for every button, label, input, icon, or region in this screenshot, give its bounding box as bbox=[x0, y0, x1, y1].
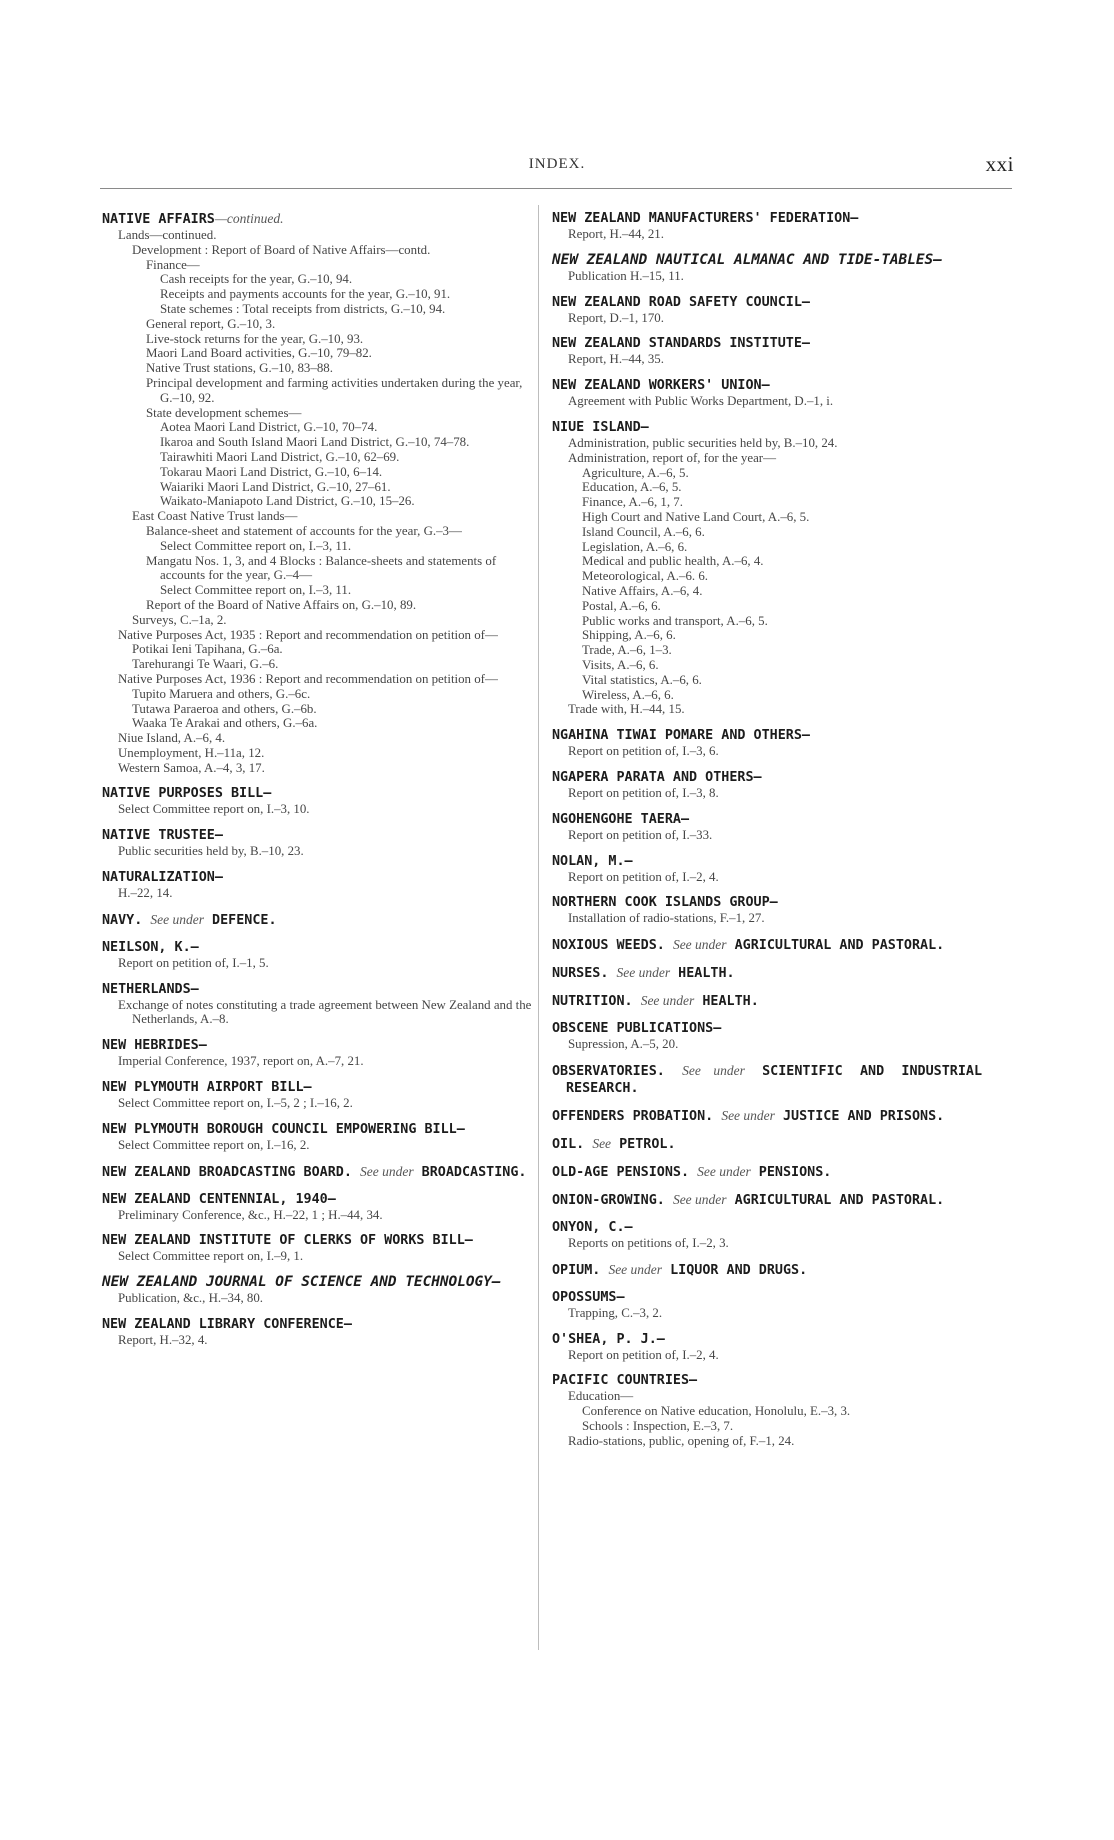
entry-heading bbox=[102, 1079, 532, 1096]
index-subentry: Report on petition of, I.–3, 6. bbox=[568, 744, 719, 759]
index-entry bbox=[552, 769, 982, 801]
entry-heading-text: NUTRITION. bbox=[552, 994, 633, 1010]
see-reference: See under bbox=[150, 911, 204, 927]
entry-heading-text: NGOHENGOHE TAERA— bbox=[552, 811, 690, 827]
index-subentry: Tairawhiti Maori Land District, G.–10, 62–69. bbox=[160, 449, 400, 464]
entry-heading-text: NEW ZEALAND ROAD SAFETY COUNCIL— bbox=[552, 294, 810, 310]
index-subentry: Report, D.–1, 170. bbox=[568, 310, 664, 325]
index-entry bbox=[102, 1232, 532, 1264]
entry-heading-text: NEW ZEALAND MANUFACTURERS' FEDERATION— bbox=[552, 211, 859, 226]
index-entry bbox=[552, 1289, 982, 1321]
index-subentry: Native Affairs, A.–6, 4. bbox=[582, 583, 703, 598]
right-column bbox=[552, 210, 982, 1458]
index-subentry: Select Committee report on, I.–3, 10. bbox=[118, 802, 310, 817]
see-reference: See under bbox=[672, 937, 727, 953]
index-subentry: Installation of radio-stations, F.–1, 27. bbox=[568, 911, 765, 926]
index-subentry: Select Committee report on, I.–3, 11. bbox=[160, 583, 352, 598]
index-subentry: Report on petition of, I.–2, 4. bbox=[568, 1347, 719, 1362]
see-target: AGRICULTURAL AND PASTORAL. bbox=[734, 1192, 945, 1208]
entry-heading-text: NGAPERA PARATA AND OTHERS— bbox=[552, 769, 762, 785]
index-subentry: Medical and public health, A.–6, 4. bbox=[582, 554, 764, 569]
index-entry bbox=[552, 1219, 982, 1251]
index-subentry: Report on petition of, I.–33. bbox=[568, 827, 713, 842]
entry-heading bbox=[102, 1274, 532, 1291]
index-subentry: Preliminary Conference, &c., H.–22, 1 ; H.–44, 34. bbox=[118, 1207, 383, 1222]
entry-heading-text: NEW ZEALAND INSTITUTE OF CLERKS OF WORKS BILL— bbox=[102, 1233, 473, 1249]
index-subentry: Trade with, H.–44, 15. bbox=[568, 702, 685, 717]
index-subentry: Education— bbox=[568, 1389, 634, 1404]
index-entry bbox=[552, 811, 982, 843]
index-entry bbox=[552, 335, 982, 367]
index-entry bbox=[552, 419, 982, 717]
index-subentry: Reports on petitions of, I.–2, 3. bbox=[568, 1235, 729, 1250]
entry-heading-text: NATIVE PURPOSES BILL— bbox=[102, 786, 272, 802]
entry-heading-text: NEW ZEALAND LIBRARY CONFERENCE— bbox=[102, 1317, 352, 1333]
index-entry bbox=[102, 981, 532, 1028]
entry-heading bbox=[102, 1037, 532, 1054]
index-subentry: Legislation, A.–6, 6. bbox=[582, 539, 688, 554]
index-subentry: Aotea Maori Land District, G.–10, 70–74. bbox=[160, 420, 378, 435]
index-subentry: Western Samoa, A.–4, 3, 17. bbox=[118, 760, 265, 775]
entry-heading bbox=[102, 1191, 532, 1208]
index-subentry: Public works and transport, A.–6, 5. bbox=[582, 613, 768, 628]
index-subentry: Native Purposes Act, 1936 : Report and recommendation on petition of— bbox=[118, 671, 498, 686]
entry-heading bbox=[552, 769, 982, 786]
index-entry bbox=[552, 1107, 982, 1125]
index-subentry: Report on petition of, I.–2, 4. bbox=[568, 869, 719, 884]
entry-heading-text: NEW PLYMOUTH BOROUGH COUNCIL EMPOWERING BILL— bbox=[102, 1121, 465, 1137]
index-entry bbox=[102, 1079, 532, 1111]
index-subentry: Shipping, A.–6, 6. bbox=[582, 628, 676, 643]
entry-heading-text: NEW HEBRIDES— bbox=[102, 1038, 207, 1054]
see-target: PETROL. bbox=[619, 1136, 676, 1152]
index-entry bbox=[102, 785, 532, 817]
header-rule bbox=[100, 188, 1012, 189]
index-subentry: Select Committee report on, I.–3, 11. bbox=[160, 538, 352, 553]
see-target: HEALTH. bbox=[702, 994, 759, 1010]
continued-note: —continued. bbox=[214, 211, 284, 226]
entry-heading-text: ONION-GROWING. bbox=[552, 1192, 665, 1208]
entry-heading-text: NEW ZEALAND JOURNAL OF SCIENCE AND TECHNOLOGY— bbox=[102, 1274, 501, 1291]
column-divider bbox=[538, 205, 539, 1650]
entry-heading-text: NAVY. bbox=[102, 912, 143, 928]
see-reference: See under bbox=[640, 993, 695, 1009]
index-subentry: Native Trust stations, G.–10, 83–88. bbox=[146, 361, 333, 376]
index-entry bbox=[552, 1372, 982, 1448]
see-reference: See under bbox=[359, 1163, 414, 1179]
entry-heading-text: NOLAN, M.— bbox=[552, 853, 633, 869]
left-column bbox=[102, 210, 532, 1358]
index-subentry: Trade, A.–6, 1–3. bbox=[582, 643, 672, 658]
entry-heading-text: NEW ZEALAND NAUTICAL ALMANAC AND TIDE-TABLES— bbox=[552, 251, 942, 268]
see-target: BROADCASTING. bbox=[421, 1164, 527, 1180]
index-subentry: Development : Report of Board of Native Affairs—contd. bbox=[132, 242, 431, 257]
index-entry bbox=[552, 1261, 982, 1279]
index-subentry: Meteorological, A.–6. 6. bbox=[582, 569, 709, 584]
entry-heading-text: NORTHERN COOK ISLANDS GROUP— bbox=[552, 895, 778, 911]
index-subentry: Niue Island, A.–6, 4. bbox=[118, 731, 226, 746]
index-subentry: Lands—continued. bbox=[118, 228, 217, 242]
index-entry bbox=[102, 1121, 532, 1153]
entry-heading bbox=[102, 869, 532, 886]
index-subentry: Finance— bbox=[146, 257, 200, 272]
index-entry bbox=[552, 1062, 982, 1097]
index-entry bbox=[552, 377, 982, 409]
entry-heading-text: NGAHINA TIWAI POMARE AND OTHERS— bbox=[552, 728, 810, 744]
entry-heading-text: OIL. bbox=[552, 1136, 585, 1152]
index-subentry: State schemes : Total receipts from districts, G.–10, 94. bbox=[160, 301, 446, 316]
entry-heading bbox=[552, 335, 982, 352]
entry-heading bbox=[552, 1372, 982, 1389]
see-target: LIQUOR AND DRUGS. bbox=[670, 1262, 808, 1278]
entry-heading bbox=[552, 1261, 982, 1279]
entry-heading bbox=[552, 294, 982, 311]
entry-heading bbox=[552, 252, 982, 269]
entry-heading bbox=[552, 1163, 982, 1181]
page-number: xxi bbox=[985, 152, 1014, 176]
index-subentry: Trapping, C.–3, 2. bbox=[568, 1305, 663, 1320]
index-entry bbox=[102, 1163, 532, 1181]
entry-heading-text: ONYON, C.— bbox=[552, 1219, 633, 1235]
index-subentry: Public securities held by, B.–10, 23. bbox=[118, 844, 304, 859]
index-entry bbox=[552, 1191, 982, 1209]
entry-heading-text: O'SHEA, P. J.— bbox=[552, 1331, 665, 1347]
see-target: HEALTH. bbox=[678, 966, 735, 982]
entry-heading bbox=[552, 853, 982, 870]
entry-heading bbox=[102, 827, 532, 844]
index-entry bbox=[552, 894, 982, 926]
entry-heading-text: NEW ZEALAND WORKERS' UNION— bbox=[552, 378, 770, 394]
entry-heading bbox=[102, 1316, 532, 1333]
entry-heading-text: NATURALIZATION— bbox=[102, 870, 223, 886]
index-entry bbox=[552, 1135, 982, 1153]
index-entry bbox=[552, 294, 982, 326]
index-entry bbox=[102, 1316, 532, 1348]
index-subentry: Administration, report of, for the year— bbox=[568, 450, 776, 465]
index-subentry: Select Committee report on, I.–5, 2 ; I.–16, 2. bbox=[118, 1096, 353, 1111]
index-entry bbox=[552, 252, 982, 284]
index-subentry: Principal development and farming activities undertaken during the year, G.–10, 92. bbox=[146, 375, 523, 405]
entry-heading-text: OPOSSUMS— bbox=[552, 1289, 625, 1305]
index-subentry: Finance, A.–6, 1, 7. bbox=[582, 495, 683, 510]
entry-heading bbox=[102, 939, 532, 956]
index-subentry: Radio-stations, public, opening of, F.–1, 24. bbox=[568, 1433, 795, 1448]
index-subentry: Tarehurangi Te Waari, G.–6. bbox=[132, 657, 279, 672]
see-reference: See under bbox=[616, 965, 671, 981]
index-entry bbox=[102, 210, 532, 775]
entry-heading-text: NEW ZEALAND BROADCASTING BOARD. bbox=[102, 1164, 352, 1180]
index-entry bbox=[552, 853, 982, 885]
entry-heading-text: NEW PLYMOUTH AIRPORT BILL— bbox=[102, 1080, 312, 1096]
entry-heading bbox=[552, 964, 982, 982]
index-entry bbox=[552, 964, 982, 982]
index-entry bbox=[102, 1037, 532, 1069]
index-subentry: State development schemes— bbox=[146, 405, 302, 420]
index-subentry: Report, H.–32, 4. bbox=[118, 1333, 208, 1348]
entry-heading-text: OLD-AGE PENSIONS. bbox=[552, 1164, 690, 1180]
entry-heading bbox=[552, 1331, 982, 1348]
entry-heading bbox=[552, 377, 982, 394]
index-subentry: Visits, A.–6, 6. bbox=[582, 657, 659, 672]
entry-heading bbox=[552, 419, 982, 436]
index-subentry: Postal, A.–6, 6. bbox=[582, 598, 661, 613]
see-reference: See under bbox=[608, 1261, 663, 1277]
see-target: JUSTICE AND PRISONS. bbox=[782, 1108, 945, 1124]
index-entry bbox=[552, 1331, 982, 1363]
entry-heading bbox=[552, 894, 982, 911]
entry-heading-text: NEW ZEALAND CENTENNIAL, 1940— bbox=[102, 1191, 336, 1207]
entry-heading-text: NEILSON, K.— bbox=[102, 939, 199, 955]
index-subentry: Vital statistics, A.–6, 6. bbox=[582, 672, 702, 687]
see-reference: See under bbox=[697, 1163, 751, 1179]
entry-heading bbox=[102, 981, 532, 998]
see-reference: See under bbox=[672, 1191, 727, 1207]
index-subentry: Waiariki Maori Land District, G.–10, 27–61. bbox=[160, 479, 391, 494]
index-subentry: Agreement with Public Works Department, D.–1, i. bbox=[568, 394, 834, 409]
entry-heading bbox=[552, 1020, 982, 1037]
index-entry bbox=[552, 936, 982, 954]
entry-heading bbox=[552, 1135, 982, 1153]
index-subentry: Report of the Board of Native Affairs on, G.–10, 89. bbox=[146, 597, 417, 612]
see-target: SCIENTIFIC AND INDUSTRIAL RESEARCH. bbox=[566, 1063, 983, 1096]
index-subentry: Report on petition of, I.–1, 5. bbox=[118, 955, 269, 970]
index-subentry: Agriculture, A.–6, 5. bbox=[582, 465, 689, 480]
index-entry bbox=[552, 210, 982, 242]
index-subentry: Balance-sheet and statement of accounts for the year, G.–3— bbox=[146, 523, 462, 538]
entry-heading bbox=[552, 1062, 982, 1097]
entry-heading-text: OBSCENE PUBLICATIONS— bbox=[552, 1021, 722, 1037]
index-subentry: Select Committee report on, I.–9, 1. bbox=[118, 1249, 304, 1264]
entry-heading bbox=[552, 1107, 982, 1125]
entry-heading bbox=[552, 936, 982, 954]
index-subentry: Imperial Conference, 1937, report on, A.–7, 21. bbox=[118, 1054, 364, 1069]
entry-heading-text: NATIVE AFFAIRS bbox=[102, 212, 215, 227]
index-subentry: Ikaroa and South Island Maori Land District, G.–10, 74–78. bbox=[160, 435, 470, 450]
entry-heading-text: PACIFIC COUNTRIES— bbox=[552, 1373, 698, 1389]
index-entry bbox=[102, 1274, 532, 1306]
index-subentry: Report on petition of, I.–3, 8. bbox=[568, 785, 719, 800]
index-entry bbox=[102, 939, 532, 971]
index-subentry: Live-stock returns for the year, G.–10, 93. bbox=[146, 331, 364, 346]
entry-heading-text: OFFENDERS PROBATION. bbox=[552, 1108, 714, 1124]
entry-heading bbox=[552, 992, 982, 1010]
entry-heading bbox=[552, 1219, 982, 1236]
index-entry bbox=[552, 727, 982, 759]
see-reference: See bbox=[592, 1135, 612, 1151]
index-subentry: Tokarau Maori Land District, G.–10, 6–14. bbox=[160, 464, 383, 479]
entry-heading bbox=[552, 1191, 982, 1209]
entry-heading bbox=[552, 811, 982, 828]
index-subentry: Schools : Inspection, E.–3, 7. bbox=[582, 1418, 734, 1433]
index-subentry: Select Committee report on, I.–16, 2. bbox=[118, 1137, 310, 1152]
index-subentry: Island Council, A.–6, 6. bbox=[582, 524, 705, 539]
index-subentry: East Coast Native Trust lands— bbox=[132, 509, 298, 524]
index-subentry: Cash receipts for the year, G.–10, 94. bbox=[160, 272, 353, 287]
see-target: AGRICULTURAL AND PASTORAL. bbox=[734, 938, 945, 954]
see-target: PENSIONS. bbox=[758, 1164, 832, 1180]
index-subentry: Publication, &c., H.–34, 80. bbox=[118, 1291, 264, 1306]
index-subentry: Report, H.–44, 21. bbox=[568, 227, 664, 241]
entry-heading bbox=[102, 210, 532, 228]
entry-heading-text: NATIVE TRUSTEE— bbox=[102, 828, 223, 844]
see-target: DEFENCE. bbox=[212, 912, 277, 928]
entry-heading-text: NIUE ISLAND— bbox=[552, 419, 649, 435]
entry-heading-text: NURSES. bbox=[552, 966, 609, 982]
entry-heading-text: NETHERLANDS— bbox=[102, 981, 199, 997]
entry-heading bbox=[102, 1163, 532, 1181]
index-subentry: Exchange of notes constituting a trade agreement between New Zealand and the Netherlands, A.–8. bbox=[118, 997, 532, 1027]
index-subentry: General report, G.–10, 3. bbox=[146, 316, 276, 331]
entry-heading bbox=[102, 1121, 532, 1138]
see-reference: See under bbox=[682, 1062, 745, 1078]
entry-heading bbox=[102, 785, 532, 802]
index-subentry: Education, A.–6, 5. bbox=[582, 480, 682, 495]
index-subentry: Surveys, C.–1a, 2. bbox=[132, 612, 227, 627]
index-entry bbox=[102, 911, 532, 929]
index-entry bbox=[102, 827, 532, 859]
entry-heading-text: NEW ZEALAND STANDARDS INSTITUTE— bbox=[552, 336, 810, 352]
index-entry bbox=[552, 992, 982, 1010]
index-subentry: H.–22, 14. bbox=[118, 886, 173, 901]
entry-heading bbox=[102, 1232, 532, 1249]
index-subentry: Publication H.–15, 11. bbox=[568, 268, 684, 283]
index-subentry: Native Purposes Act, 1935 : Report and recommendation on petition of— bbox=[118, 627, 498, 642]
index-subentry: Waikato-Maniapoto Land District, G.–10, 15–26. bbox=[160, 494, 415, 509]
index-subentry: Receipts and payments accounts for the year, G.–10, 91. bbox=[160, 287, 451, 302]
index-subentry: Maori Land Board activities, G.–10, 79–82. bbox=[146, 346, 372, 361]
index-subentry: Conference on Native education, Honolulu, E.–3, 3. bbox=[582, 1404, 851, 1419]
running-head bbox=[0, 152, 1114, 186]
index-subentry: Supression, A.–5, 20. bbox=[568, 1037, 679, 1052]
index-entry bbox=[552, 1020, 982, 1052]
index-subentry: Mangatu Nos. 1, 3, and 4 Blocks : Balance-sheets and statements of accounts for the year, G.–4— bbox=[146, 553, 497, 583]
index-entry bbox=[102, 869, 532, 901]
see-reference: See under bbox=[721, 1107, 775, 1123]
entry-heading bbox=[552, 727, 982, 744]
index-entry bbox=[552, 1163, 982, 1181]
index-subentry: Tupito Maruera and others, G.–6c. bbox=[132, 686, 311, 701]
entry-heading-text: NOXIOUS WEEDS. bbox=[552, 938, 665, 954]
index-subentry: Administration, public securities held by, B.–10, 24. bbox=[568, 435, 838, 450]
entry-heading bbox=[102, 911, 532, 929]
entry-heading-text: OBSERVATORIES. bbox=[552, 1063, 665, 1079]
page-title: INDEX. bbox=[528, 156, 586, 172]
index-subentry: Potikai Ieni Tapihana, G.–6a. bbox=[132, 642, 283, 657]
entry-heading bbox=[552, 210, 982, 227]
index-subentry: High Court and Native Land Court, A.–6, 5. bbox=[582, 509, 810, 524]
index-entry bbox=[102, 1191, 532, 1223]
index-subentry: Tutawa Paraeroa and others, G.–6b. bbox=[132, 701, 317, 716]
index-subentry: Waaka Te Arakai and others, G.–6a. bbox=[132, 716, 318, 731]
index-subentry: Report, H.–44, 35. bbox=[568, 352, 664, 367]
entry-heading-text: OPIUM. bbox=[552, 1262, 601, 1278]
entry-heading bbox=[552, 1289, 982, 1306]
index-subentry: Unemployment, H.–11a, 12. bbox=[118, 745, 265, 760]
index-subentry: Wireless, A.–6, 6. bbox=[582, 687, 674, 702]
